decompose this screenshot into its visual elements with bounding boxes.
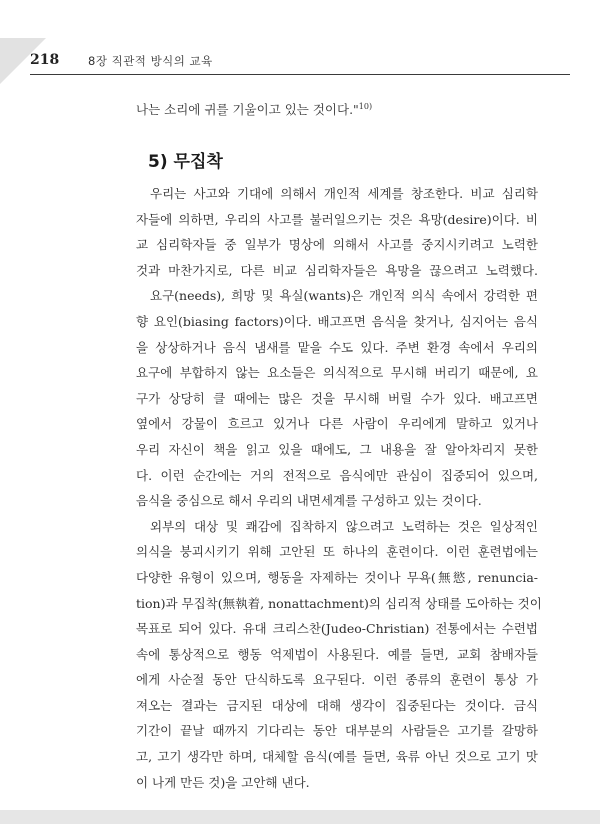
text-line: 이 나게 만든 것)을 고안해 낸다. bbox=[136, 774, 310, 790]
text-line: 져오는 결과는 금지된 대상에 대해 생각이 집중된다는 것이다. 금식 bbox=[136, 697, 538, 713]
text-line: 다양한 유형이 있으며, 행동을 자제하는 것이나 무욕(無慾, renuncia- bbox=[136, 569, 538, 585]
text-line: 속에 통상적으로 행동 억제법이 사용된다. 예를 들면, 교회 참배자들 bbox=[136, 646, 538, 662]
text-line: 향 요인(biasing factors)이다. 배고프면 음식을 찾거나, 심지어는 음식 bbox=[136, 313, 538, 329]
section-heading: 5) 무집착 bbox=[148, 152, 223, 172]
running-head: 8장 직관적 방식의 교육 bbox=[88, 54, 213, 68]
text-line: 목표로 되어 있다. 유대 크리스찬(Judeo-Christian) 전통에서는 수련법 bbox=[136, 621, 538, 637]
text-line: 구가 상당히 클 때에는 많은 것을 무시해 버릴 수가 있다. 배고프면 bbox=[136, 390, 538, 406]
text-line: 다. 이런 순간에는 거의 전적으로 음식에만 관심이 집중되어 있으며, bbox=[136, 467, 538, 483]
text-line: 을 상상하거나 음식 냄새를 맡을 수도 있다. 주변 환경 속에서 우리의 bbox=[136, 339, 538, 355]
text-line: 고, 고기 생각만 하며, 대체할 음식(예를 들면, 육류 아닌 것으로 고기 맛 bbox=[136, 749, 538, 765]
text-line: 음식을 중심으로 해서 우리의 내면세계를 구성하고 있는 것이다. bbox=[136, 493, 482, 509]
text-line: 의식을 붕괴시키기 위해 고안된 또 하나의 훈련이다. 이런 훈련법에는 bbox=[136, 544, 538, 560]
quote-text: 나는 소리에 귀를 기울이고 있는 것이다." bbox=[136, 102, 359, 117]
text-line: 것과 마찬가지로, 다른 비교 심리학자들은 욕망을 끊으려고 노력했다. bbox=[136, 262, 538, 278]
text-line: 외부의 대상 및 쾌감에 집착하지 않으려고 노력하는 것은 일상적인 bbox=[150, 518, 538, 534]
page-header bbox=[30, 50, 570, 75]
text-line: 요구(needs), 희망 및 욕실(wants)은 개인적 의식 속에서 강력한 편 bbox=[150, 288, 538, 304]
text-line: tion)과 무집착(無執着, nonattachment)의 심리적 상태를 도아하는 것이 bbox=[136, 595, 542, 611]
text-line: 우리 자신이 책을 읽고 있을 때에도, 그 내용을 잘 알아차리지 못한 bbox=[136, 441, 538, 457]
text-line: 자들에 의하면, 우리의 사고를 불러일으키는 것은 욕망(desire)이다. 비 bbox=[136, 211, 538, 227]
text-line: 에게 사순절 동안 단식하도록 요구된다. 이런 종류의 훈련이 통상 가 bbox=[136, 672, 538, 688]
footnote-marker: 10) bbox=[358, 101, 373, 111]
quote-continuation bbox=[136, 100, 372, 118]
body-text bbox=[136, 181, 542, 795]
text-line: 기간이 끝날 때까지 기다리는 동안 대부분의 사람들은 고기를 갈망하 bbox=[136, 723, 538, 739]
text-line: 우리는 사고와 기대에 의해서 개인적 세계를 창조한다. 비교 심리학 bbox=[150, 186, 538, 201]
page-bottom-edge bbox=[0, 810, 600, 824]
text-line: 옆에서 강물이 흐르고 있거나 다른 사람이 우리에게 말하고 있거나 bbox=[136, 416, 538, 432]
text-line: 요구에 부합하지 않는 요소들은 의식적으로 무시해 버리기 때문에, 요 bbox=[136, 365, 538, 381]
text-line: 교 심리학자들 중 일부가 명상에 의해서 사고를 중지시키려고 노력한 bbox=[136, 237, 538, 253]
page-number: 218 bbox=[30, 52, 60, 68]
